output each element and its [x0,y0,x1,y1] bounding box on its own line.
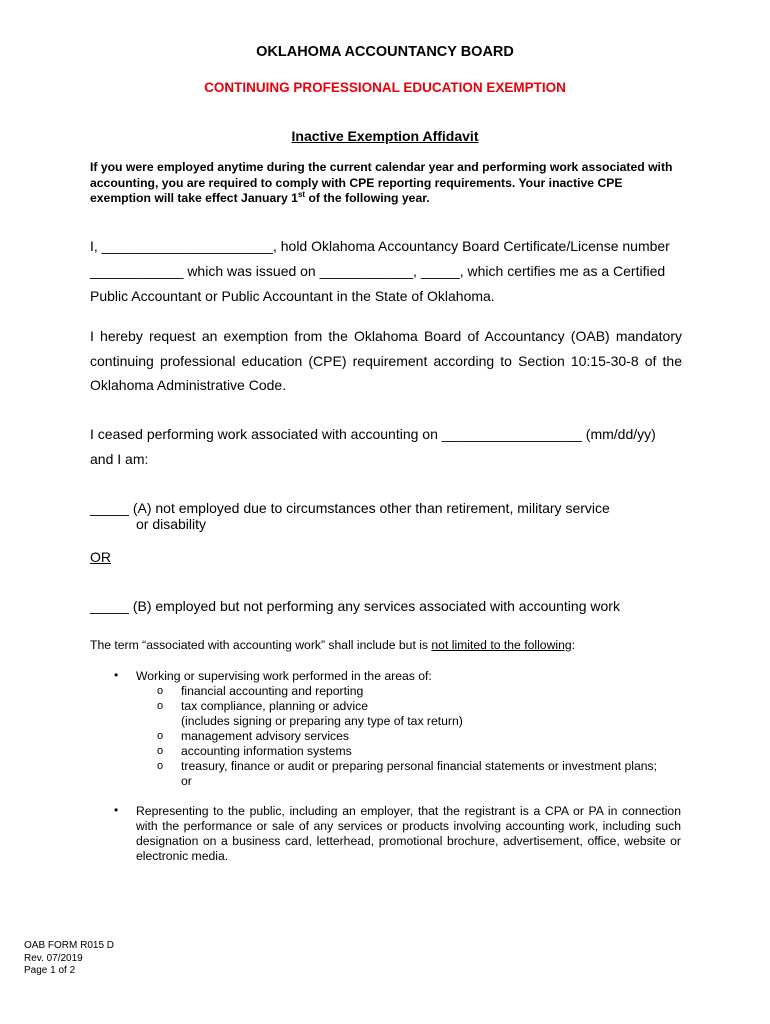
sub-bullet-icon: o [157,700,164,712]
page-number: Page 1 of 2 [24,965,76,976]
exemption-request-paragraph: I hereby request an exemption from the Oklahoma Board of Accountancy (OAB) mandatory continuing professional education (CPE) requirement according to Section 10:15-30-8 of the Oklahoma Administrative Code. [90,328,682,393]
term-definition [90,638,575,652]
option-a-continued: or disability [136,516,207,532]
form-title: CONTINUING PROFESSIONAL EDUCATION EXEMPTION [204,80,566,95]
ceased-and-i-am: and I am: [90,451,149,467]
sub-item-note: (includes signing or preparing any type of tax return) [181,714,463,728]
bullet-2-icon: • [114,803,119,817]
term-suffix: : [571,638,576,652]
intro-superscript: st [297,189,306,199]
affidavit-title [0,128,770,144]
sub-bullet-icon: o [157,760,164,772]
sub-item: financial accounting and reporting [181,684,364,698]
sub-item-continued: or [181,774,192,788]
form-number: OAB FORM R015 D [24,940,115,951]
term-prefix: The term “associated with accounting work” shall include but is [90,638,432,652]
term-underlined: not limited to the following [431,638,572,652]
form-footer [24,940,114,978]
intro-text-end: of the following year. [305,191,430,205]
intro-paragraph [90,160,685,207]
sub-bullet-icon: o [157,685,164,697]
sub-item: treasury, finance or audit or preparing personal financial statements or investment plans; [181,759,658,773]
sub-item: tax compliance, planning or advice [181,699,368,713]
bullet-2-text: Representing to the public, including an employer, that the registrant is a CPA or PA in connection with the performance or sale of any services or products involving accounting work, including such designation on a business card, letterhead, promotional brochure, advertisement, office, website or electronic media. [136,804,681,863]
option-b: _____ (B) employed but not performing any services associated with accounting work [90,598,620,614]
or-separator: OR [90,549,111,565]
ceased-date-line: I ceased performing work associated with accounting on __________________ (mm/dd/yy) [90,426,656,442]
sub-item: management advisory services [181,729,349,743]
bullet-1-icon: • [114,668,119,682]
affidavit-line-1: I, ______________________, hold Oklahoma Accountancy Board Certificate/License number [90,238,670,254]
affidavit-line-2: ____________ which was issued on ____________, _____, which certifies me as a Certified [90,263,666,279]
board-name: OKLAHOMA ACCOUNTANCY BOARD [256,44,514,60]
affidavit-title-text: Inactive Exemption Affidavit [291,128,479,144]
form-revision: Rev. 07/2019 [24,952,83,964]
affidavit-line-3: Public Accountant or Public Accountant in the State of Oklahoma. [90,288,495,304]
sub-bullet-icon: o [157,730,164,742]
sub-bullet-icon: o [157,745,164,757]
intro-text: If you were employed anytime during the current calendar year and performing work associated with accounting, you are required to comply with CPE reporting requirements. Your inactive CPE exemption will take effect January 1 [90,160,673,205]
bullet-1-text: Working or supervising work performed in the areas of: [136,669,432,683]
option-a: _____ (A) not employed due to circumstances other than retirement, military service [90,500,610,516]
sub-item: accounting information systems [181,744,352,758]
